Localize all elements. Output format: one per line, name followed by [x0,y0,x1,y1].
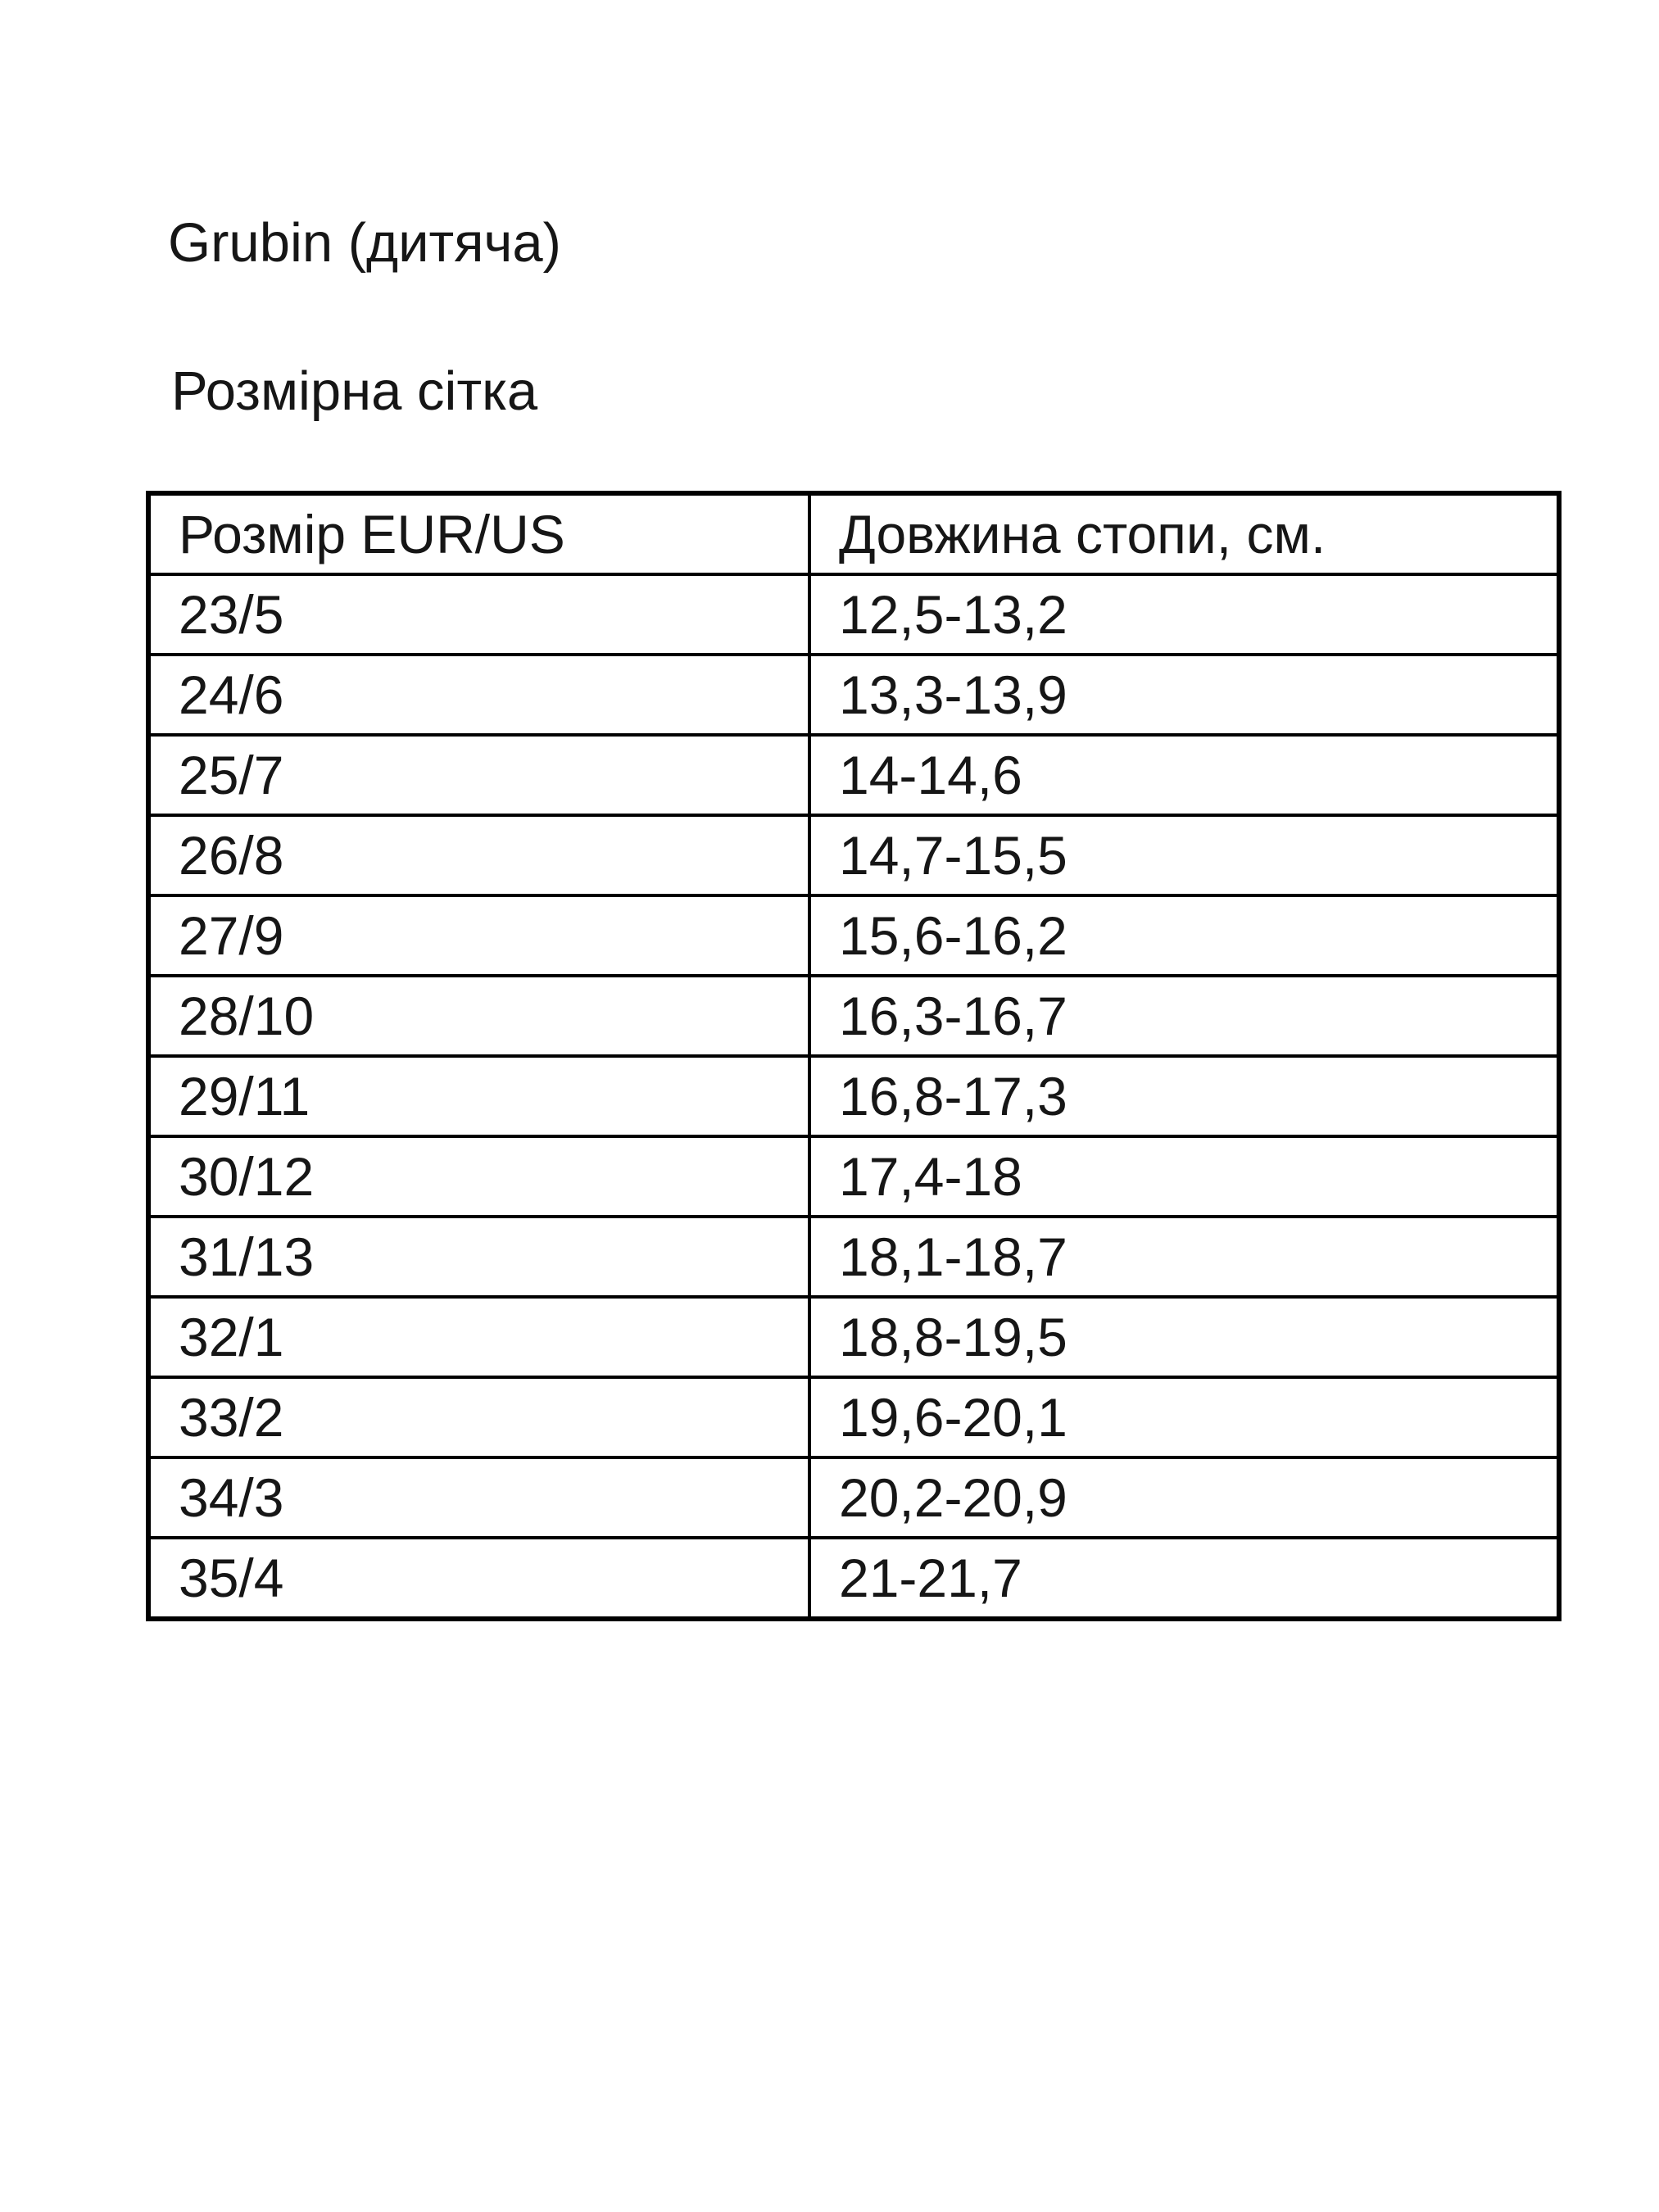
table-row [148,1217,1559,1297]
foot-length-cell: 17,4-18 [809,1136,1559,1217]
table-row [148,655,1559,735]
size-cell: 25/7 [148,735,809,815]
size-grid-heading: Розмірна сітка [171,360,538,422]
table-row [148,976,1559,1056]
foot-length-cell: 19,6-20,1 [809,1377,1559,1457]
size-cell: 32/1 [148,1297,809,1377]
size-cell: 23/5 [148,574,809,655]
foot-length-cell: 18,1-18,7 [809,1217,1559,1297]
table-row [148,574,1559,655]
table-header-row [148,493,1559,574]
foot-length-cell: 14-14,6 [809,735,1559,815]
foot-length-cell: 18,8-19,5 [809,1297,1559,1377]
size-cell: 26/8 [148,815,809,895]
size-cell: 33/2 [148,1377,809,1457]
table-row [148,1457,1559,1538]
foot-length-cell: 16,3-16,7 [809,976,1559,1056]
size-table [146,491,1562,1621]
size-cell: 28/10 [148,976,809,1056]
foot-length-cell: 15,6-16,2 [809,895,1559,976]
table-row [148,815,1559,895]
table-row [148,1056,1559,1136]
size-cell: 35/4 [148,1538,809,1619]
size-cell: 24/6 [148,655,809,735]
foot-length-cell: 21-21,7 [809,1538,1559,1619]
foot-length-cell: 13,3-13,9 [809,655,1559,735]
table-row [148,1297,1559,1377]
size-cell: 30/12 [148,1136,809,1217]
foot-length-cell: 14,7-15,5 [809,815,1559,895]
table-row [148,895,1559,976]
size-cell: 31/13 [148,1217,809,1297]
foot-length-cell: 20,2-20,9 [809,1457,1559,1538]
table-row [148,735,1559,815]
page-title: Grubin (дитяча) [168,212,561,274]
column-header-foot-length: Довжина стопи, см. [809,493,1559,574]
table-row [148,1136,1559,1217]
table-row [148,1377,1559,1457]
foot-length-cell: 16,8-17,3 [809,1056,1559,1136]
table-row [148,1538,1559,1619]
foot-length-cell: 12,5-13,2 [809,574,1559,655]
column-header-size: Розмір EUR/US [148,493,809,574]
size-cell: 29/11 [148,1056,809,1136]
size-cell: 27/9 [148,895,809,976]
size-cell: 34/3 [148,1457,809,1538]
